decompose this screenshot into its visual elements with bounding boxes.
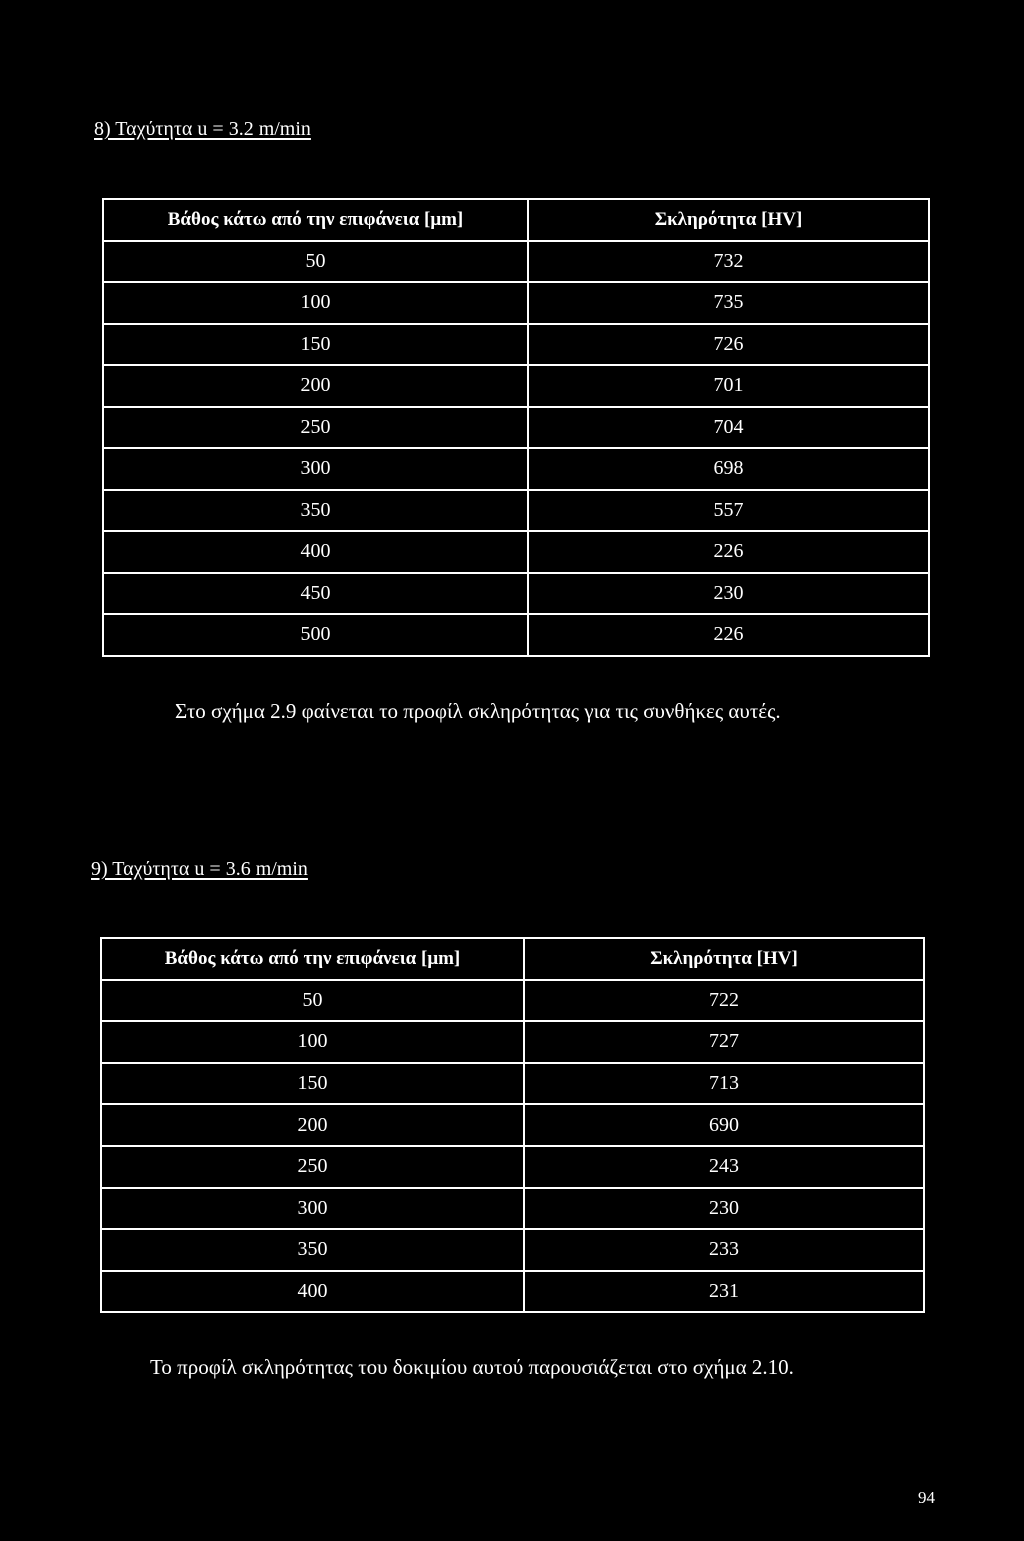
depth-cell: 350 xyxy=(103,490,528,532)
table-row xyxy=(103,448,929,490)
table-row xyxy=(103,573,929,615)
table-header-row xyxy=(101,938,924,980)
table-row xyxy=(103,282,929,324)
hardness-cell: 727 xyxy=(524,1021,924,1063)
depth-cell: 200 xyxy=(101,1104,524,1146)
hardness-cell: 713 xyxy=(524,1063,924,1105)
depth-cell: 500 xyxy=(103,614,528,656)
depth-cell: 50 xyxy=(101,980,524,1022)
table-row xyxy=(103,365,929,407)
depth-cell: 250 xyxy=(103,407,528,449)
section-9-heading: 9) Ταχύτητα u = 3.6 m/min xyxy=(91,858,308,880)
hardness-cell: 701 xyxy=(528,365,929,407)
table-row xyxy=(103,324,929,366)
depth-cell: 200 xyxy=(103,365,528,407)
hardness-cell: 698 xyxy=(528,448,929,490)
figure-2-9-reference: Στο σχήμα 2.9 φαίνεται το προφίλ σκληρότητας για τις συνθήκες αυτές. xyxy=(175,699,781,723)
hardness-cell: 231 xyxy=(524,1271,924,1313)
depth-cell: 300 xyxy=(101,1188,524,1230)
hardness-cell: 690 xyxy=(524,1104,924,1146)
depth-column-header: Βάθος κάτω από την επιφάνεια [μm] xyxy=(103,199,528,241)
table-row xyxy=(101,980,924,1022)
table-row xyxy=(101,1271,924,1313)
depth-cell: 400 xyxy=(101,1271,524,1313)
depth-cell: 350 xyxy=(101,1229,524,1271)
hardness-cell: 233 xyxy=(524,1229,924,1271)
hardness-cell: 226 xyxy=(528,531,929,573)
hardness-cell: 230 xyxy=(524,1188,924,1230)
depth-cell: 100 xyxy=(101,1021,524,1063)
figure-2-10-reference: Το προφίλ σκληρότητας του δοκιμίου αυτού παρουσιάζεται στο σχήμα 2.10. xyxy=(150,1355,794,1379)
hardness-cell: 557 xyxy=(528,490,929,532)
hardness-cell: 226 xyxy=(528,614,929,656)
hardness-cell: 735 xyxy=(528,282,929,324)
hardness-column-header: Σκληρότητα [HV] xyxy=(528,199,929,241)
depth-cell: 150 xyxy=(103,324,528,366)
hardness-cell: 732 xyxy=(528,241,929,283)
table-row xyxy=(101,1146,924,1188)
hardness-cell: 230 xyxy=(528,573,929,615)
table-row xyxy=(101,1104,924,1146)
depth-cell: 100 xyxy=(103,282,528,324)
table-row xyxy=(103,241,929,283)
table-row xyxy=(103,614,929,656)
hardness-table-section-8 xyxy=(102,198,930,657)
depth-cell: 150 xyxy=(101,1063,524,1105)
depth-cell: 250 xyxy=(101,1146,524,1188)
table-row xyxy=(101,1188,924,1230)
table-row xyxy=(101,1021,924,1063)
page-number: 94 xyxy=(918,1488,935,1507)
hardness-cell: 704 xyxy=(528,407,929,449)
table-row xyxy=(103,531,929,573)
depth-cell: 450 xyxy=(103,573,528,615)
table-row xyxy=(103,407,929,449)
hardness-cell: 726 xyxy=(528,324,929,366)
table-row xyxy=(101,1229,924,1271)
hardness-column-header: Σκληρότητα [HV] xyxy=(524,938,924,980)
depth-cell: 50 xyxy=(103,241,528,283)
hardness-cell: 722 xyxy=(524,980,924,1022)
table-row xyxy=(103,490,929,532)
section-8-heading: 8) Ταχύτητα u = 3.2 m/min xyxy=(94,118,311,140)
table-header-row xyxy=(103,199,929,241)
table-row xyxy=(101,1063,924,1105)
depth-cell: 300 xyxy=(103,448,528,490)
hardness-table-section-9 xyxy=(100,937,925,1313)
hardness-cell: 243 xyxy=(524,1146,924,1188)
depth-cell: 400 xyxy=(103,531,528,573)
depth-column-header: Βάθος κάτω από την επιφάνεια [μm] xyxy=(101,938,524,980)
